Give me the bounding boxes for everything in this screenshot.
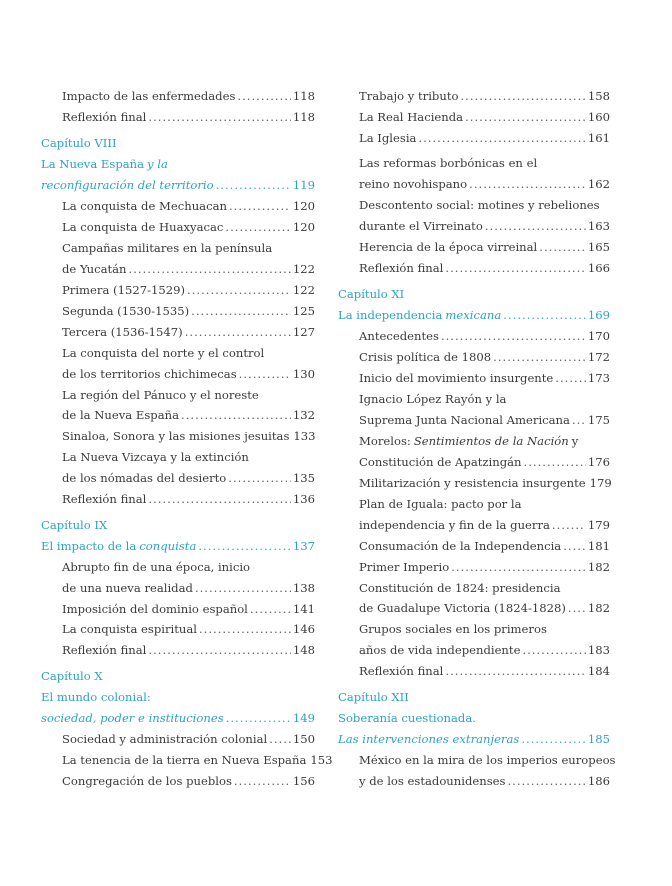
toc-entry[interactable]: México en la mira de los imperios europeos <box>359 753 616 767</box>
chapter-label: Capítulo IX <box>41 518 108 532</box>
toc-entry[interactable]: de los nómadas del desierto ..... 135 <box>62 471 315 485</box>
toc-entry[interactable]: Reflexión final ..... 118 <box>62 110 315 124</box>
toc-entry[interactable]: Constitución de Apatzingán ..... 176 <box>359 455 610 469</box>
toc-entry[interactable]: La conquista espiritual ..... 146 <box>62 622 315 636</box>
toc-entry[interactable]: Reflexión final ..... 184 <box>359 664 610 678</box>
toc-entry[interactable]: independencia y fin de la guerra ..... 179 <box>359 518 610 532</box>
toc-entry[interactable]: Reflexión final ..... 148 <box>62 643 315 657</box>
chapter-label: Capítulo VIII <box>41 136 117 150</box>
toc-entry[interactable]: La región del Pánuco y el noreste <box>62 388 259 402</box>
toc-entry[interactable]: Crisis política de 1808 ..... 172 <box>359 350 610 364</box>
chapter-title[interactable]: Soberanía cuestionada. <box>338 711 476 725</box>
toc-entry[interactable]: Reflexión final ..... 166 <box>359 261 610 275</box>
toc-entry[interactable]: Antecedentes ..... 170 <box>359 329 610 343</box>
toc-entry[interactable]: Herencia de la época virreinal ..... 165 <box>359 240 610 254</box>
chapter-label: Capítulo X <box>41 669 103 683</box>
toc-entry[interactable]: Inicio del movimiento insurgente ..... 173 <box>359 371 610 385</box>
toc-entry[interactable]: Morelos: Sentimientos de la Nación y <box>359 434 579 448</box>
toc-entry[interactable]: La Iglesia ..... 161 <box>359 131 610 145</box>
toc-entry[interactable]: Grupos sociales en los primeros <box>359 622 547 636</box>
toc-entry[interactable]: Primer Imperio ..... 182 <box>359 560 610 574</box>
chapter-title[interactable]: La independencia mexicana ..... 169 <box>338 308 610 322</box>
toc-entry[interactable]: Consumación de la Independencia ..... 181 <box>359 539 610 553</box>
toc-entry[interactable]: y de los estadounidenses ..... 186 <box>359 774 610 788</box>
toc-entry[interactable]: años de vida independiente ..... 183 <box>359 643 610 657</box>
toc-entry[interactable]: Sociedad y administración colonial ..... 150 <box>62 732 315 746</box>
toc-entry[interactable]: Campañas militares en la península <box>62 241 273 255</box>
chapter-title[interactable]: sociedad, poder e instituciones ..... 149 <box>41 711 315 725</box>
chapter-title[interactable]: Las intervenciones extranjeras ..... 185 <box>338 732 610 746</box>
chapter-title[interactable]: El mundo colonial: <box>41 690 151 704</box>
chapter-label: Capítulo XII <box>338 690 409 704</box>
toc-entry[interactable]: La conquista de Mechuacan ..... 120 <box>62 199 315 213</box>
toc-entry[interactable]: La conquista de Huaxyacac ..... 120 <box>62 220 315 234</box>
toc-entry[interactable]: Suprema Junta Nacional Americana ..... 175 <box>359 413 610 427</box>
chapter-title[interactable]: reconfiguración del territorio ..... 119 <box>41 178 315 192</box>
chapter-label: Capítulo XI <box>338 287 405 301</box>
toc-entry[interactable]: Reflexión final ..... 136 <box>62 492 315 506</box>
toc-entry[interactable]: de la Nueva España ..... 132 <box>62 408 315 422</box>
toc-entry[interactable]: de una nueva realidad ..... 138 <box>62 581 315 595</box>
toc-entry[interactable]: Trabajo y tributo ..... 158 <box>359 89 610 103</box>
toc-entry[interactable]: Segunda (1530-1535) ..... 125 <box>62 304 315 318</box>
toc-entry[interactable]: La tenencia de la tierra en Nueva España 153 <box>62 753 333 767</box>
toc-entry[interactable]: La conquista del norte y el control <box>62 346 265 360</box>
toc-entry[interactable]: Ignacio López Rayón y la <box>359 392 507 406</box>
toc-entry[interactable]: Impacto de las enfermedades ..... 118 <box>62 89 315 103</box>
toc-entry[interactable]: durante el Virreinato ..... 163 <box>359 219 610 233</box>
chapter-title[interactable]: El impacto de la conquista ..... 137 <box>41 539 315 553</box>
toc-entry[interactable]: Constitución de 1824: presidencia <box>359 581 561 595</box>
toc-entry[interactable]: Abrupto fin de una época, inicio <box>62 560 251 574</box>
toc-entry[interactable]: de Yucatán ..... 122 <box>62 262 315 276</box>
toc-entry[interactable]: Primera (1527-1529) ..... 122 <box>62 283 315 297</box>
toc-entry[interactable]: Las reformas borbónicas en el <box>359 156 538 170</box>
toc-entry[interactable]: Congregación de los pueblos ..... 156 <box>62 774 315 788</box>
chapter-title[interactable]: La Nueva España y la <box>41 157 168 171</box>
toc-entry[interactable]: Tercera (1536-1547) ..... 127 <box>62 325 315 339</box>
toc-entry[interactable]: Plan de Iguala: pacto por la <box>359 497 522 511</box>
toc-entry[interactable]: Sinaloa, Sonora y las misiones jesuitas 133 <box>62 429 316 443</box>
toc-entry[interactable]: Militarización y resistencia insurgente 179 <box>359 476 612 490</box>
toc-entry[interactable]: reino novohispano ..... 162 <box>359 177 610 191</box>
toc-entry[interactable]: Descontento social: motines y rebeliones <box>359 198 600 212</box>
toc-entry[interactable]: de Guadalupe Victoria (1824-1828) ..... 182 <box>359 601 610 615</box>
toc-entry[interactable]: Imposición del dominio español ..... 141 <box>62 602 315 616</box>
toc-entry[interactable]: La Real Hacienda ..... 160 <box>359 110 610 124</box>
toc-entry[interactable]: La Nueva Vizcaya y la extinción <box>62 450 249 464</box>
toc-entry[interactable]: de los territorios chichimecas ..... 130 <box>62 367 315 381</box>
